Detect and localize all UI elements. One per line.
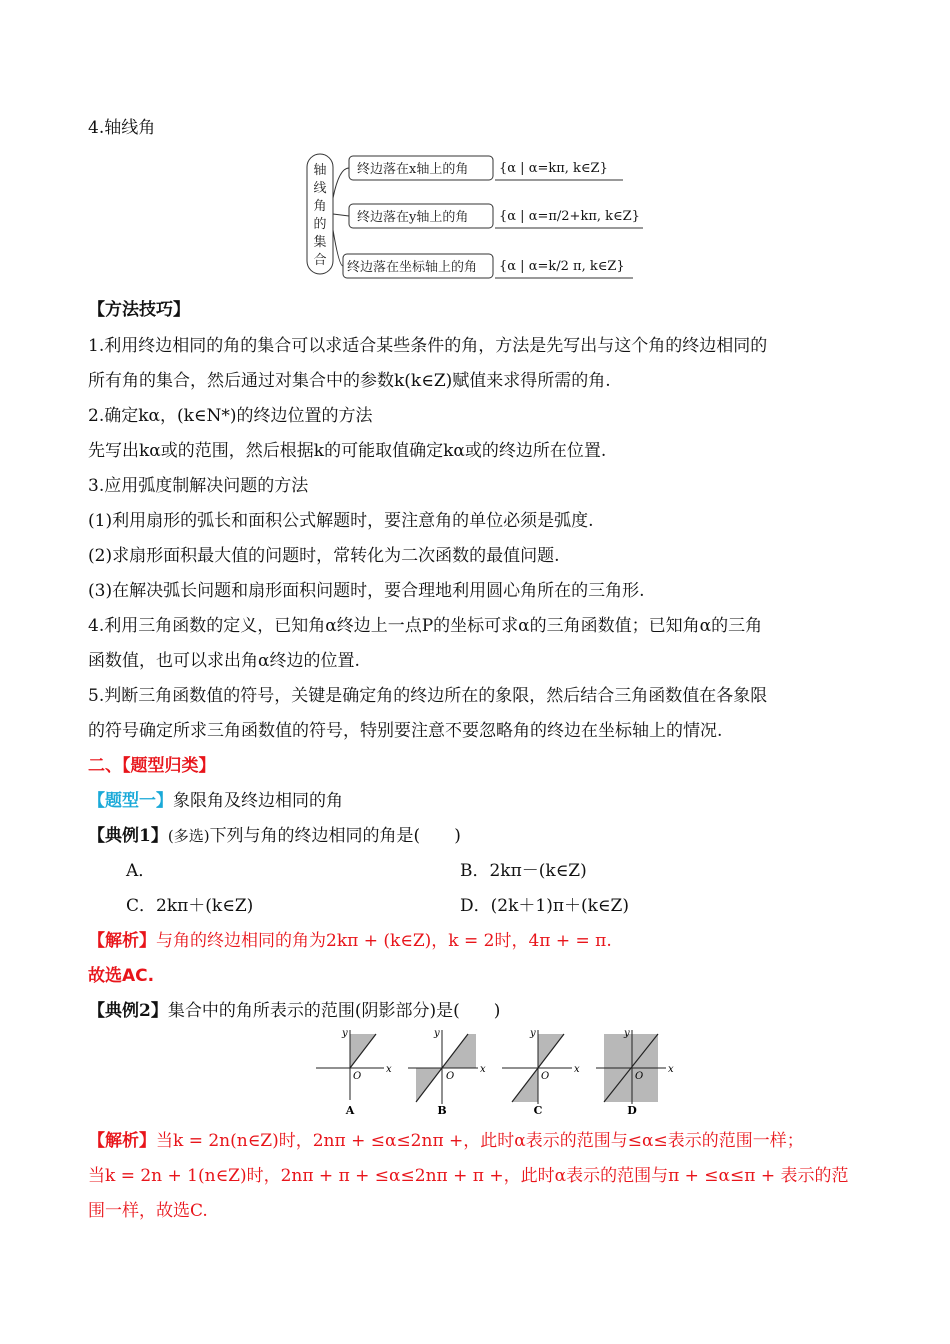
section-heading-axis-angle: 4.轴线角 [88, 118, 156, 138]
method-line: 4.利用三角函数的定义，已知角α终边上一点P的坐标可求α的三角函数值；已知角α的三角 [88, 616, 763, 636]
vertical-label-char: 集 [313, 235, 327, 250]
axis-y-label: y [624, 1028, 630, 1039]
axis-y-label: y [530, 1028, 536, 1039]
method-line: 函数值，也可以求出角α终边的位置. [88, 651, 360, 671]
axis-x-label: x [386, 1064, 392, 1075]
graph-label: D [627, 1104, 637, 1117]
axis-x-label: x [574, 1064, 580, 1075]
method-line: 的符号确定所求三角函数值的符号，特别要注意不要忽略角的终边在坐标轴上的情况. [88, 721, 723, 741]
example1-multi: (多选) [167, 827, 210, 845]
example2-solution-line1: 当k = 2n(n∈Z)时，2nπ + ≤α≤2nπ +，此时α表示的范围与≤α≤表示的范围一样； [156, 1131, 804, 1151]
graph-label: C [533, 1104, 543, 1117]
axis-x-label: x [668, 1064, 674, 1075]
method-line: (1)利用扇形的弧长和面积公式解题时，要注意角的单位必须是弧度. [88, 511, 594, 531]
graph-label: B [437, 1104, 447, 1117]
method-title: 【方法技巧】 [88, 300, 190, 320]
graph-label: A [345, 1104, 355, 1117]
example1-option-b: B．2kπ－(k∈Z) [460, 861, 587, 881]
example1-solution [88, 929, 612, 953]
origin-label: O [446, 1071, 455, 1082]
type1-title: 象限角及终边相同的角 [173, 791, 343, 811]
axis-x-label: x [480, 1064, 486, 1075]
graph-c [502, 1028, 580, 1117]
example2-solution-line3: 围一样，故选C. [88, 1201, 208, 1221]
example1-stem [88, 824, 461, 848]
vertical-label-char: 的 [313, 217, 327, 232]
example1-option-d: D．(2k＋1)π＋(k∈Z) [460, 896, 629, 916]
row-label-coordinate-axis: 终边落在坐标轴上的角 [347, 260, 478, 275]
set-x-axis: {α | α=kπ, k∈Z} [499, 161, 608, 176]
example1-option-a: A． [126, 861, 156, 881]
example2-tag: 【典例2】 [88, 1001, 168, 1021]
set-coordinate-axis: {α | α=k/2 π, k∈Z} [499, 259, 625, 274]
row-label-y-axis: 终边落在y轴上的角 [357, 210, 469, 225]
example1-answer: 故选AC. [88, 966, 155, 986]
axis-y-label: y [434, 1028, 440, 1039]
section-title: 二、【题型归类】 [88, 756, 216, 776]
example2-solution-line2: 当k = 2n + 1(n∈Z)时，2nπ + π + ≤α≤2nπ + π +，此时α表示的范围与π + ≤α≤π + 表示的范 [88, 1166, 849, 1186]
row-label-x-axis: 终边落在x轴上的角 [357, 162, 469, 177]
example2-question: 集合中的角所表示的范围(阴影部分)是( ) [167, 1001, 501, 1021]
method-line: 所有角的集合，然后通过对集合中的参数k(k∈Z)赋值来求得所需的角. [88, 371, 611, 391]
example1-option-c: C．2kπ＋(k∈Z) [126, 896, 254, 916]
vertical-label-char: 角 [313, 199, 327, 214]
method-line: 3.应用弧度制解决问题的方法 [88, 476, 309, 496]
example1-question: 下列与角的终边相同的角是( ) [209, 826, 461, 846]
example1-solution-tag: 【解析】 [88, 931, 156, 951]
graph-d [596, 1028, 674, 1117]
axis-y-label: y [342, 1028, 348, 1039]
example1-tag: 【典例1】 [88, 826, 168, 846]
example2-solution [88, 1129, 804, 1153]
origin-label: O [635, 1071, 644, 1082]
origin-label: O [353, 1071, 362, 1082]
graph-b [408, 1028, 486, 1117]
method-line: 2.确定kα，(k∈N*)的终边位置的方法 [88, 406, 373, 426]
vertical-label-char: 线 [313, 181, 327, 196]
example2-solution-tag: 【解析】 [88, 1131, 156, 1151]
example1-solution-text: 与角的终边相同的角为2kπ + (k∈Z)，k = 2时，4π + = π. [156, 931, 612, 951]
example2-graphs [312, 1026, 712, 1118]
vertical-label-char: 合 [313, 253, 327, 268]
type1-tag: 【题型一】 [88, 791, 173, 811]
axis-angle-diagram [303, 148, 648, 280]
origin-label: O [541, 1071, 550, 1082]
method-line: (3)在解决弧长问题和扇形面积问题时，要合理地利用圆心角所在的三角形. [88, 581, 645, 601]
method-line: 1.利用终边相同的角的集合可以求适合某些条件的角，方法是先写出与这个角的终边相同的 [88, 336, 768, 356]
vertical-label-char: 轴 [313, 163, 327, 178]
example2-stem [88, 999, 500, 1023]
method-line: 先写出kα或的范围，然后根据k的可能取值确定kα或的终边所在位置. [88, 441, 607, 461]
graph-a [316, 1028, 392, 1117]
method-line: (2)求扇形面积最大值的问题时，常转化为二次函数的最值问题. [88, 546, 560, 566]
method-line: 5.判断三角函数值的符号，关键是确定角的终边所在的象限，然后结合三角函数值在各象限 [88, 686, 768, 706]
set-y-axis: {α | α=π/2+kπ, k∈Z} [499, 209, 640, 224]
type1-heading [88, 789, 343, 813]
